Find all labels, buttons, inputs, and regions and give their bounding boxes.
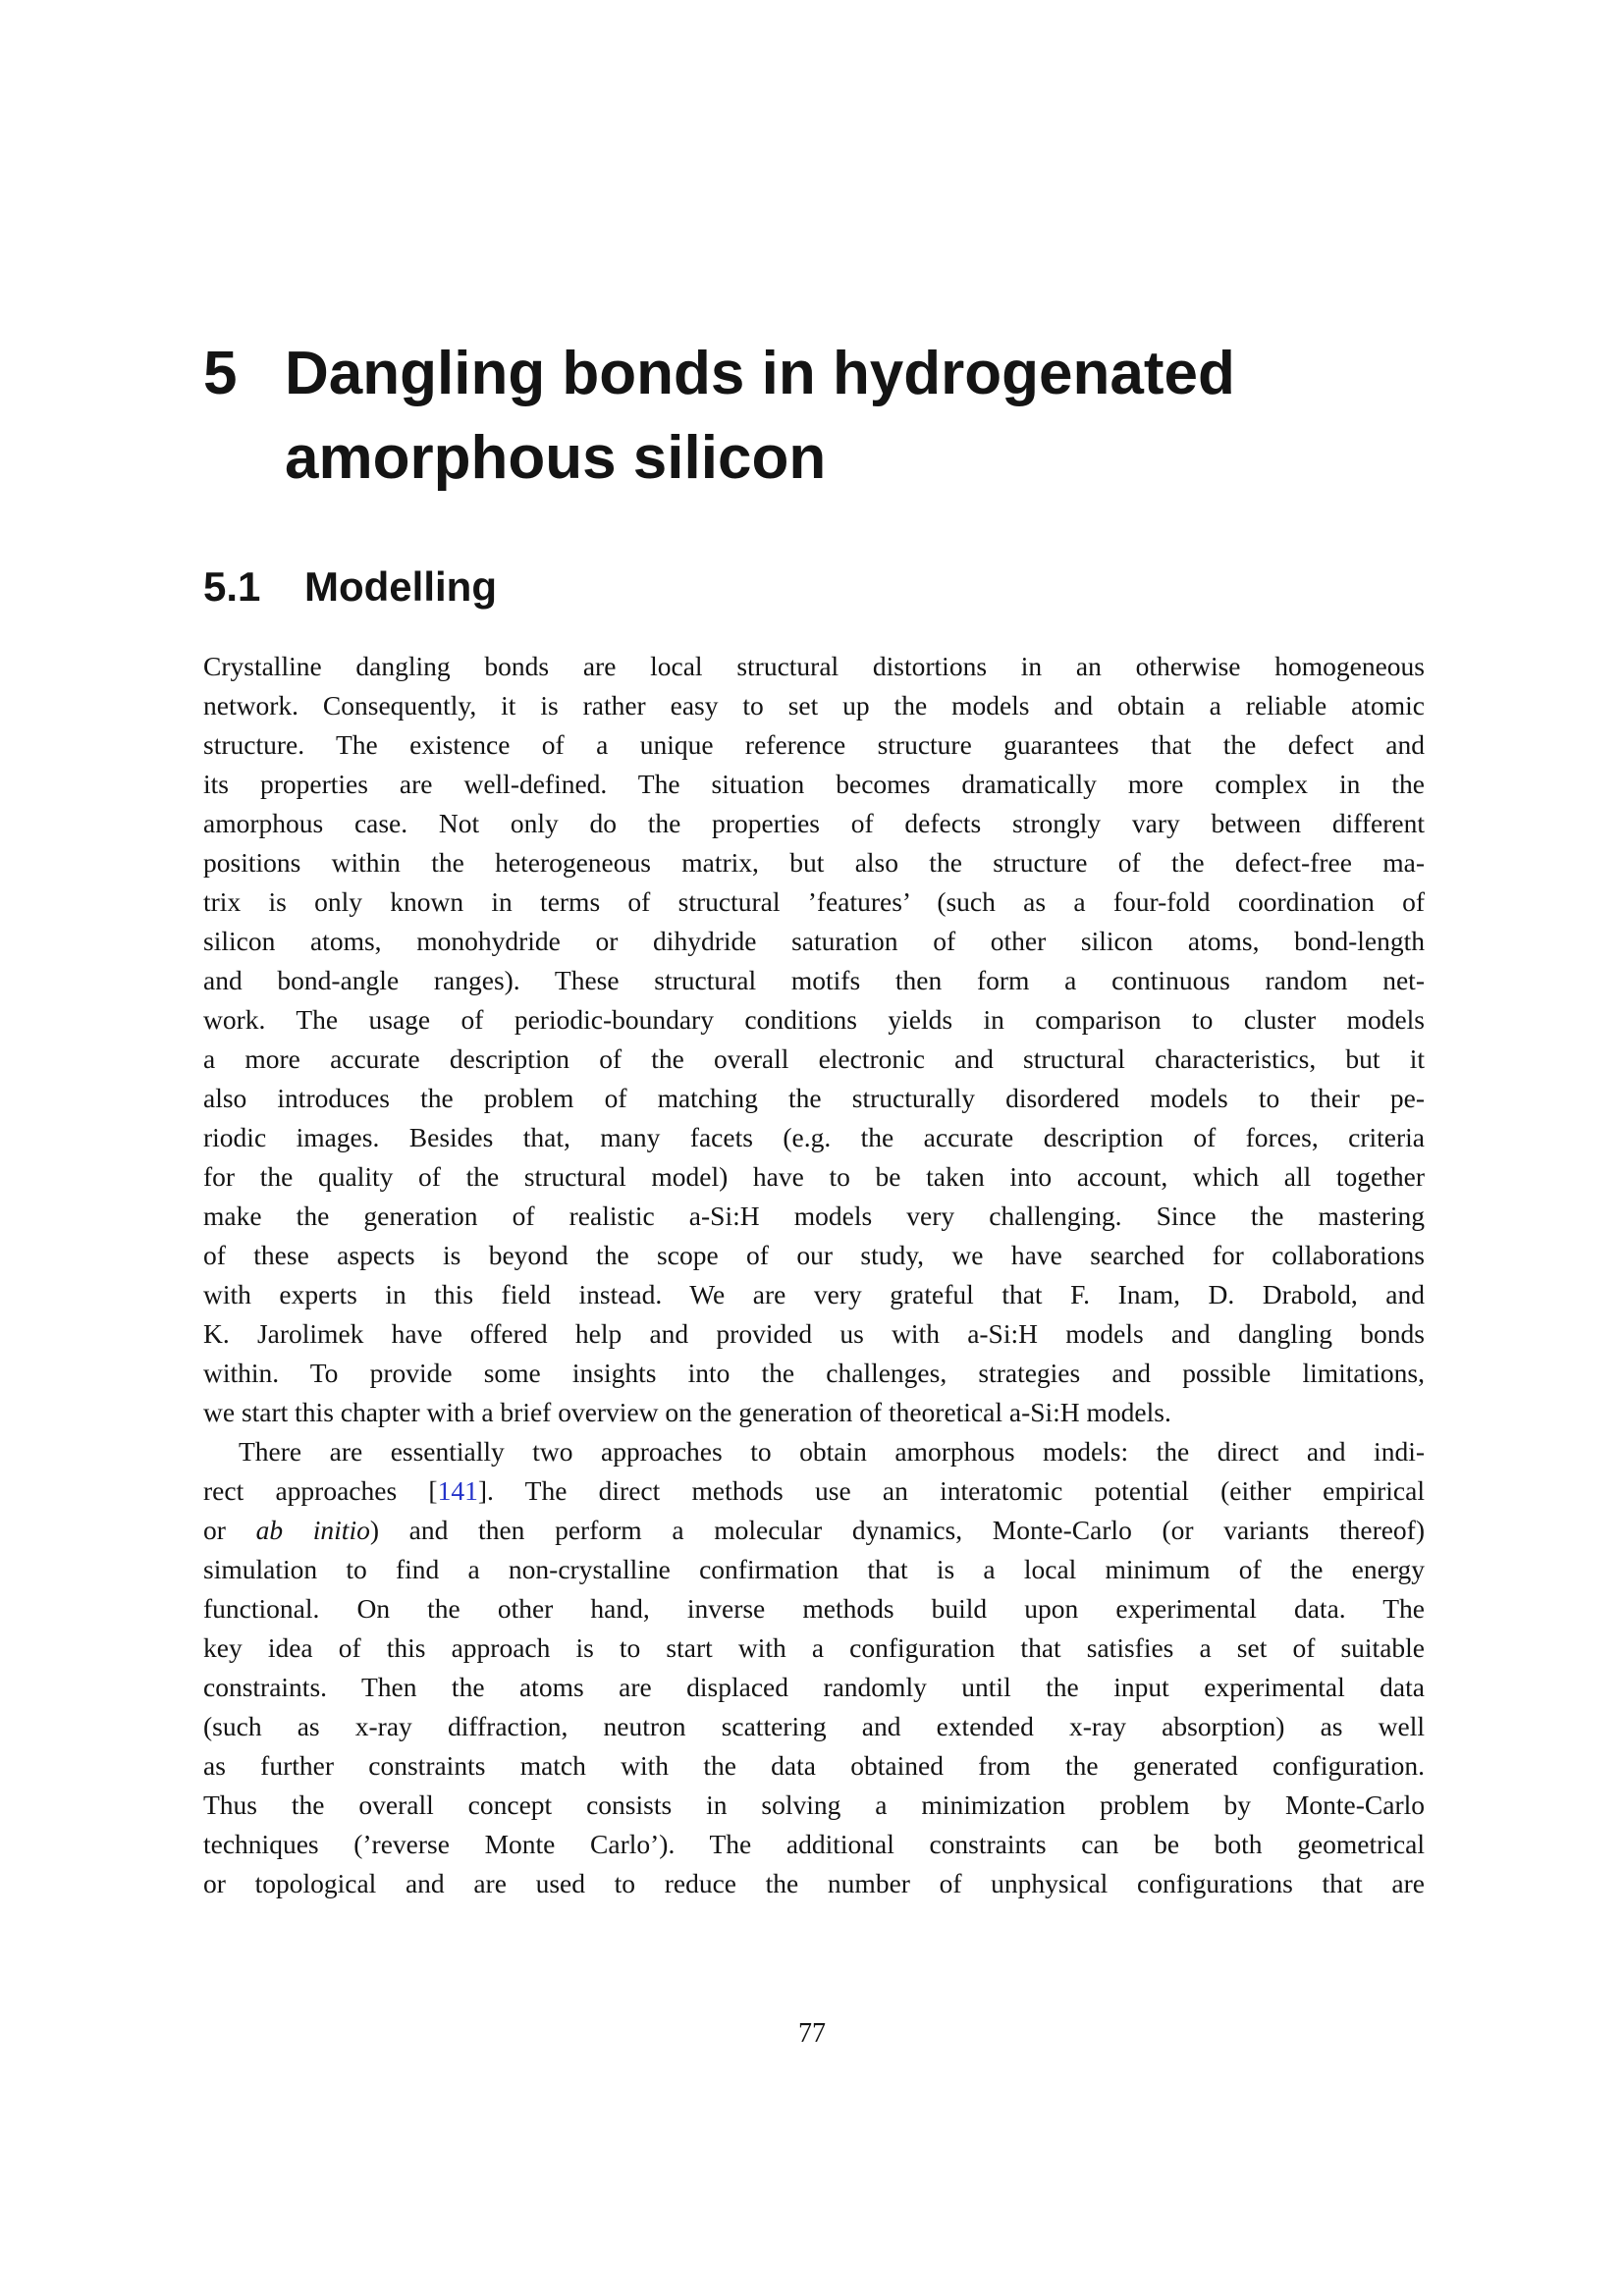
text-line: amorphous case. Not only do the properties of defects strongly vary between different bbox=[203, 808, 1425, 838]
emphasis-text: ab initio bbox=[255, 1515, 370, 1545]
chapter-number: 5 bbox=[203, 340, 238, 407]
text-line: trix is only known in terms of structural ’features’ (such as a four-fold coordination of bbox=[203, 886, 1425, 917]
text-line: work. The usage of periodic-boundary conditions yields in comparison to cluster models bbox=[203, 1004, 1425, 1035]
text-line: as further constraints match with the data obtained from the generated configuration. bbox=[203, 1750, 1425, 1781]
chapter-title bbox=[285, 332, 1235, 501]
text-line: its properties are well-defined. The situation becomes dramatically more complex in the bbox=[203, 769, 1425, 799]
text-line: K. Jarolimek have offered help and provided us with a-Si:H models and dangling bonds bbox=[203, 1318, 1425, 1349]
text-line: constraints. Then the atoms are displaced randomly until the input experimental data bbox=[203, 1672, 1425, 1702]
text-line: techniques (’reverse Monte Carlo’). The additional constraints can be both geometrical bbox=[203, 1829, 1425, 1859]
text-line: make the generation of realistic a-Si:H models very challenging. Since the mastering bbox=[203, 1201, 1425, 1231]
text-line: also introduces the problem of matching the structurally disordered models to their pe- bbox=[203, 1083, 1425, 1113]
text-line: a more accurate description of the overall electronic and structural characteristics, but it bbox=[203, 1043, 1425, 1074]
text-line: There are essentially two approaches to obtain amorphous models: the direct and indi- bbox=[239, 1436, 1425, 1467]
text-line: of these aspects is beyond the scope of our study, we have searched for collaborations bbox=[203, 1240, 1425, 1270]
citation-link-141[interactable]: 141 bbox=[437, 1475, 478, 1506]
body-text bbox=[203, 647, 1425, 1903]
section-heading bbox=[203, 561, 497, 613]
text-line: Thus the overall concept consists in solving a minimization problem by Monte-Carlo bbox=[203, 1789, 1425, 1820]
text-line: for the quality of the structural model) have to be taken into account, which all together bbox=[203, 1161, 1425, 1192]
page-number: 77 bbox=[798, 2018, 826, 2049]
section-number: 5.1 bbox=[203, 563, 261, 610]
text-line: riodic images. Besides that, many facets (e.g. the accurate description of forces, criteria bbox=[203, 1122, 1425, 1152]
text-line: with experts in this field instead. We are very grateful that F. Inam, D. Drabold, and bbox=[203, 1279, 1425, 1309]
text-line: and bond-angle ranges). These structural motifs then form a continuous random net- bbox=[203, 965, 1425, 995]
text-line: functional. On the other hand, inverse methods build upon experimental data. The bbox=[203, 1593, 1425, 1624]
text-line: within. To provide some insights into the challenges, strategies and possible limitations, bbox=[203, 1358, 1425, 1388]
section-title: Modelling bbox=[304, 563, 497, 610]
text-line: simulation to find a non-crystalline confirmation that is a local minimum of the energy bbox=[203, 1554, 1425, 1584]
text-line: (such as x-ray diffraction, neutron scattering and extended x-ray absorption) as well bbox=[203, 1711, 1425, 1741]
text-line: or topological and are used to reduce the number of unphysical configurations that are bbox=[203, 1868, 1425, 1898]
text-line: we start this chapter with a brief overview on the generation of theoretical a-Si:H models. bbox=[203, 1397, 1171, 1427]
paragraph-1 bbox=[203, 647, 1425, 1432]
page-footer bbox=[0, 2014, 1624, 2054]
text-line: network. Consequently, it is rather easy to set up the models and obtain a reliable atomic bbox=[203, 690, 1425, 721]
text-line: silicon atoms, monohydride or dihydride saturation of other silicon atoms, bond-length bbox=[203, 926, 1425, 956]
text-line: rect approaches [141]. The direct methods use an interatomic potential (either empirical bbox=[203, 1475, 1425, 1506]
paragraph-2 bbox=[203, 1432, 1425, 1903]
text-line: or ab initio) and then perform a molecular dynamics, Monte-Carlo (or variants thereof) bbox=[203, 1515, 1425, 1545]
chapter-title-line2: amorphous silicon bbox=[285, 424, 827, 492]
chapter-title-line1: Dangling bonds in hydrogenated bbox=[285, 340, 1235, 407]
text-line: Crystalline dangling bonds are local structural distortions in an otherwise homogeneous bbox=[203, 651, 1425, 681]
text-line: structure. The existence of a unique reference structure guarantees that the defect and bbox=[203, 729, 1425, 760]
chapter-heading bbox=[203, 332, 1235, 501]
text-line: key idea of this approach is to start with a configuration that satisfies a set of suitable bbox=[203, 1632, 1425, 1663]
text-line: positions within the heterogeneous matrix, but also the structure of the defect-free ma- bbox=[203, 847, 1425, 878]
